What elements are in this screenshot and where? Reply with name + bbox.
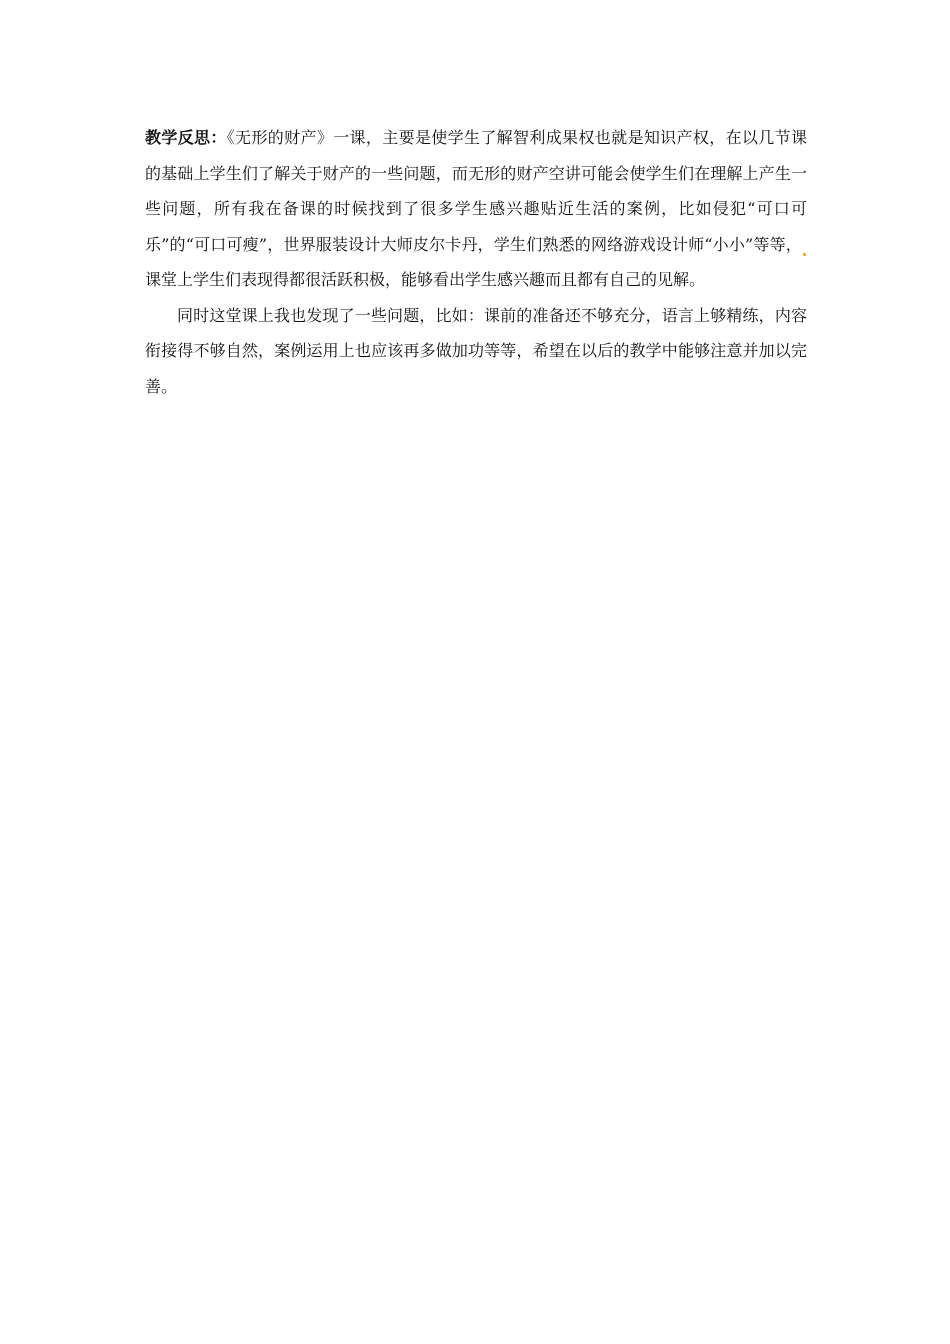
reflection-paragraph-2 xyxy=(145,298,807,405)
document-body xyxy=(145,120,807,404)
reflection-text-part1: 《无形的财产》一课，主要是使学生了解智利成果权也就是知识产权，在以几节课的基础上学生们了解关于财产的一些问题，而无形的财产空讲可能会使学生们在理解上产生一些问题，所有我在备课的时候找到了很多学生感兴趣贴近生活的案例，比如侵犯“可口可乐”的“可口可瘦”，世界服装设计大师皮尔卡丹，学生们熟悉的网络游戏设计师“小小”等等， xyxy=(145,128,807,254)
reflection-text-2: 同时这堂课上我也发现了一些问题，比如：课前的准备还不够充分，语言上够精练，内容衔接得不够自然，案例运用上也应该再多做加功等等，希望在以后的教学中能够注意并加以完善。 xyxy=(145,305,807,396)
reflection-text-part2: 课堂上学生们表现得都很活跃积极，能够看出学生感兴趣而且都有自己的见解。 xyxy=(145,270,706,289)
edit-marker-dot xyxy=(803,253,806,256)
reflection-label: 教学反思： xyxy=(145,128,227,147)
reflection-paragraph-1 xyxy=(145,120,807,298)
